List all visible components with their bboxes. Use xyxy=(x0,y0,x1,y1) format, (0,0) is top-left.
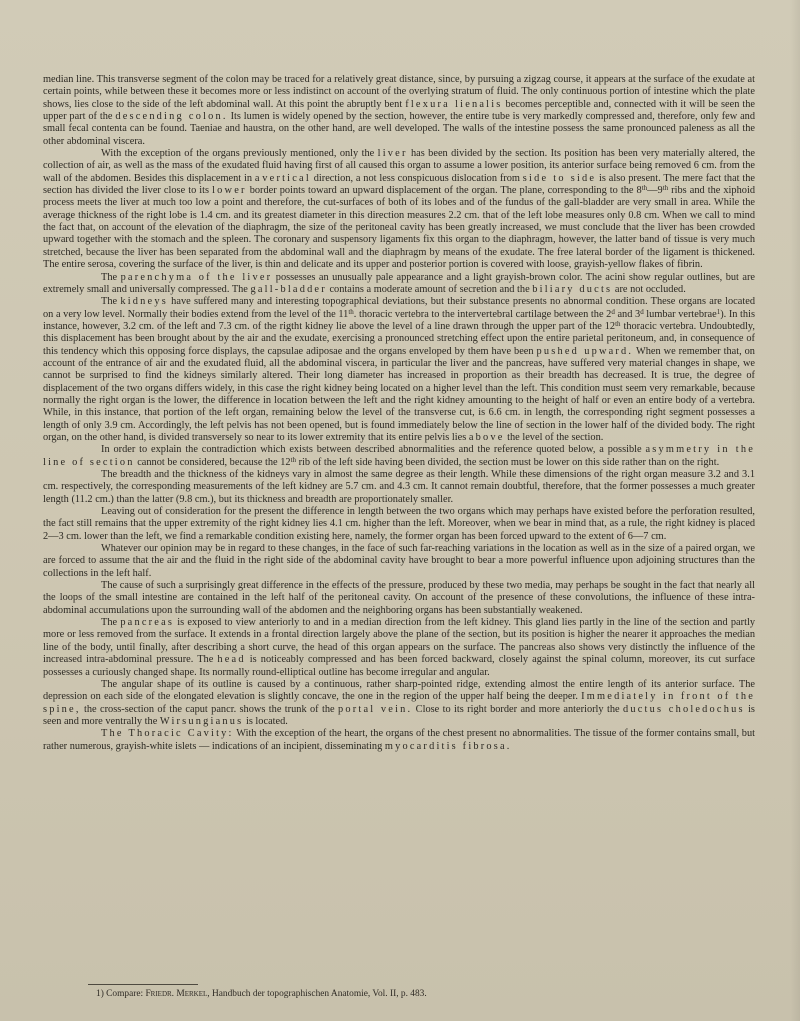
superscript: th xyxy=(615,319,621,328)
spaced-emphasis: biliary ducts xyxy=(532,283,613,295)
spaced-emphasis: flexura lienalis xyxy=(405,98,503,110)
paragraph-6 xyxy=(43,469,755,506)
paragraph-9 xyxy=(43,580,755,617)
text-run: . thoracic vertebra to the intervertebral cartilage between the 2 xyxy=(353,308,612,320)
paragraph-3 xyxy=(43,272,755,297)
text-run: and 3 xyxy=(614,308,641,320)
spaced-emphasis: descending colon. xyxy=(115,111,228,123)
text-run: The angular shape of its outline is caused by a continuous, rather sharp-pointed ridge, extending almost the entire length of its anterior surface. The depression on each side of the elongated elevation is slightly concave, the one in the region of the upper half being the deeper. xyxy=(43,678,755,703)
spaced-emphasis: side to side xyxy=(522,172,597,184)
text-run: possesses an unusually pale appearance and a light grayish-brown color. The acini show regular outlines, but are extremely small and universally compressed. The xyxy=(43,271,756,295)
text-run: Whatever our opinion may be in regard to these changes, in the face of such far-reaching variations in the location as well as in the size of a paired organ, we are forced to assume that the air and the fluid in the right side of the abdominal cavity have brought to bear a more powerful influence upon adjoining structures than the collections in the left half. xyxy=(43,543,755,579)
spaced-emphasis: above xyxy=(468,431,505,443)
text-run: ribs and the xiphoid process meets the liver at much too low a point and therefore, the cut-surfaces of both of its lobes and of the fundus of the gall-bladder are very small in area. While the average thickness of the right lobe is 1.4 cm. and its greatest diameter in this direction measures 2.2 cm. that of the left lobe measures only 0.8 cm. When we call to mind the fact that, on account of the elevation of the diaphragm, the size of the peritoneal cavity has been greatly increased, we must conclude that the liver has been crowded upward together with the stomach and the spleen. The coronary and suspensory ligaments fix this organ to the diaphragm, however, the latter band of tissue is very much stretched, because the liver has been separated from the abdominal wall and the diaphragm by means of the exudate. The free lateral border of the ligament is thickened. The entire serosa, covering the surface of the liver, is thin and delicate and its upper and posterior portion is covered with loose, grayish-yellow flakes of fibrin. xyxy=(43,185,755,271)
text-run: the level of the section. xyxy=(504,431,604,443)
superscript: th xyxy=(662,184,669,193)
text-run: —9 xyxy=(647,185,663,197)
spaced-emphasis: kidneys xyxy=(120,296,168,308)
spaced-emphasis: Wirsungianus xyxy=(159,715,244,727)
superscript: d xyxy=(611,307,615,316)
text-run: is exposed to view anteriorly to and in a median direction from the left kidney. This gland lies partly in the line of the section and partly more or less removed from the surface. It extends in a frontal direction largely above the plane of the section, but its position is higher the nearer it approaches the median line of the body, until finally, after describing a short curve, the head of this organ appears on the surface. The pancreas also shows very distinctly the influence of the increased intra-abdominal pressure. The xyxy=(43,617,755,666)
text-run: Close to its right border and more anteriorly the xyxy=(412,703,623,715)
text-run: is also present. The mere fact that the section has divided the liver close to its xyxy=(43,172,755,197)
footnote-author: Friedr. Merkel xyxy=(145,989,208,999)
footnote-rule xyxy=(88,984,198,985)
spaced-emphasis: lower xyxy=(212,185,247,197)
spaced-emphasis: myocarditis fibrosa. xyxy=(384,740,512,752)
spaced-emphasis: gall-bladder xyxy=(250,283,327,295)
paragraph-5 xyxy=(43,444,755,469)
spaced-emphasis: ductus choledochus xyxy=(623,703,745,715)
text-run: has been divided by the section. Its position has been very materially altered, the collection of air, as well as the mass of the exudated fluid having first of all caused this organ to assume a lower position, its anterior surface being removed 6 cm. from the wall of the abdomen. Besides this displacement in a xyxy=(43,148,755,184)
text-run: The xyxy=(101,617,121,629)
spaced-emphasis: portal vein. xyxy=(338,703,413,715)
footnote-prefix: 1) Compare: xyxy=(96,989,146,999)
body-text xyxy=(43,74,755,753)
text-run: Leaving out of consideration for the present the difference in length between the two organs which may perhaps have existed before the perforation resulted, the fact still remains that the upper extremity of the right kidney lies 4.1 cm. higher than the left. Moreover, when we bear in mind that, as a rule, the right kidney is placed 2—3 cm. lower than the left, we find a remarkable condition existing here, namely, the former organ has been forced upward to the extent of 6—7 cm. xyxy=(43,506,755,542)
footnote xyxy=(96,989,427,1000)
spaced-emphasis: pushed upward. xyxy=(536,345,634,357)
paragraph-12 xyxy=(43,728,755,753)
text-run: direction, a not less conspicuous dislocation from xyxy=(310,172,523,184)
text-run: The breadth and the thickness of the kidneys vary in almost the same degree as their length. While these dimensions of the right organ measure 3.2 and 3.1 cm. respectively, the corresponding measurements of the left kidney are 5.7 cm. and 4.3 cm. It cannot remain doubtful, therefore, that the former possesses a much greater length (11.2 cm.) than the latter (9.8 cm.), but its thickness and breadth are proportionately smaller. xyxy=(43,469,755,505)
text-run: is noticeably compressed and has been forced backward, closely against the spinal column, moreover, its cut surface possesses a curiously changed shape. Its normally round-elliptical outline has become irregular and angular. xyxy=(43,654,755,678)
spaced-emphasis: vertical xyxy=(262,172,311,184)
spaced-emphasis: pancreas xyxy=(120,617,175,629)
spaced-emphasis: parenchyma of the liver xyxy=(120,271,273,283)
superscript: th xyxy=(290,455,297,464)
text-run: lumbar vertebrae xyxy=(643,308,717,320)
text-run: In order to explain the contradiction which exists between described abnormalities and the reference quoted below, a possible xyxy=(101,444,646,456)
text-run: median line. This transverse segment of the colon may be traced for a relatively great distance, since, by pursuing a zigzag course, it appears at the surface of the exudate at certain points, while between these it becomes more or less indistinct on account of the overlying stratum of fluid. The only continuous portion of intestine which the plate shows, lies close to the side of the left abdominal wall. At this point the abruptly bent xyxy=(43,74,755,110)
page-edge xyxy=(790,0,800,1021)
spaced-emphasis: head xyxy=(217,654,246,666)
superscript: th xyxy=(348,307,354,316)
text-run: The xyxy=(101,296,121,308)
text-run: is located. xyxy=(243,715,288,727)
superscript: d xyxy=(640,307,644,316)
spaced-emphasis: asymmetry in the line of section xyxy=(43,444,756,468)
text-run: becomes perceptible and, connected with it will be seen the upper part of the xyxy=(43,98,756,123)
text-run: The xyxy=(101,271,121,283)
paragraph-10 xyxy=(43,617,755,679)
text-run: border points toward an upward displacement of the organ. The plane, corresponding to the 8 xyxy=(246,185,642,197)
text-run: When we remember that, on account of the entrance of air and the exudated fluid, all the abdominal viscera, in particular the liver and the pancreas, have suffered very material changes in shape, we cannot be surprised to find the kidneys similarly altered. Their long diameter has increased in proportion as their breadth has decreased. It is true, the degree of displacement of the two organs differs widely, in this case the right kidney being located on a higher level than the left. This condition must seem very remarkable, because normally the right organ is the lower, the difference in location between the left and the right kidney amounting to the height of half or even an entire body of a vertebra. While, in this instance, that portion of the left organ, remaining below the level of the transverse cut, is 6.6 cm. in length, the corresponding right segment possesses a length of only 3.9 cm. Accordingly, the left pelvis has not been opened, but is found immediately below the line of section in the lower half of the divided body. The right organ, on the other hand, is divided transversely so near to its lower extremity that its entire pelvis lies xyxy=(43,345,755,443)
paragraph-1 xyxy=(43,74,755,148)
text-run: are not occluded. xyxy=(612,283,686,295)
paragraph-4 xyxy=(43,296,755,444)
text-run: The cause of such a surprisingly great difference in the effects of the pressure, produced by these two media, may perhaps be sought in the fact that nearly all the loops of the small intestine are contained in the left half of the peritoneal cavity. On account of the presence of these convolutions, the influence of these intra-abdominal accumulations upon the surrounding wall of the abdomen and the neighboring organs has been substantially weakened. xyxy=(43,580,755,616)
text-run: With the exception of the organs previously mentioned, only the xyxy=(101,148,378,160)
text-run: the cross-section of the caput pancr. shows the trunk of the xyxy=(80,703,338,715)
spaced-emphasis: Immediately in front of the spine, xyxy=(43,691,755,715)
text-run: Its lumen is widely opened by the section, however, the entire tube is very markedly compressed and, therefore, only few and small fecal contenta can be found. Taeniae and haustra, on the other hand, are well developed. The walls of the intestine possess the same pronounced paleness as all the other abdominal viscera. xyxy=(43,111,756,147)
spaced-emphasis: liver xyxy=(377,148,408,160)
text-run: contains a moderate amount of secretion and the xyxy=(326,283,533,295)
superscript: 1 xyxy=(716,307,721,316)
text-run: ). In this instance, however, 3.2 cm. of the left and 7.3 cm. of the rigtht kidney lie above the level of a line drawn through the upper part of the 12 xyxy=(43,308,756,332)
text-run: rib of the left side having been divided, the section must be lower on this side rather than on the right. xyxy=(296,456,720,468)
text-run: With the exception of the heart, the organs of the chest present no abnormalities. The tissue of the former contains small, but rather numerous, grayish-white islets — indications of an incipient, disseminating xyxy=(43,728,756,752)
footnote-rest: , Handbuch der topographischen Anatomie, Vol. II, p. 483. xyxy=(207,989,427,999)
paragraph-8 xyxy=(43,543,755,580)
text-run: is seen and more ventrally the xyxy=(43,703,755,727)
text-run: cannot be considered, because the 12 xyxy=(134,456,291,468)
paragraph-7 xyxy=(43,506,755,543)
superscript: th xyxy=(641,184,648,193)
paragraph-11 xyxy=(43,679,755,728)
paragraph-2 xyxy=(43,148,755,271)
spaced-emphasis: The Thoracic Cavity: xyxy=(101,728,234,740)
text-run: thoracic vertebra. Undoubtedly, this displacement has been brought about by the air and the exudate, exercising a pronounced stretching effect upon the entire parietal peritoneum, and, in consequence of this tendency which this opposing force displays, the capsulae adiposae and the organs enveloped by them have been xyxy=(43,320,755,357)
text-run: have suffered many and interesting topographical deviations, but their substance presents no abnormal condition. These organs are located on a very low level. Normally their bodies extend from the level of the 11 xyxy=(43,296,755,320)
